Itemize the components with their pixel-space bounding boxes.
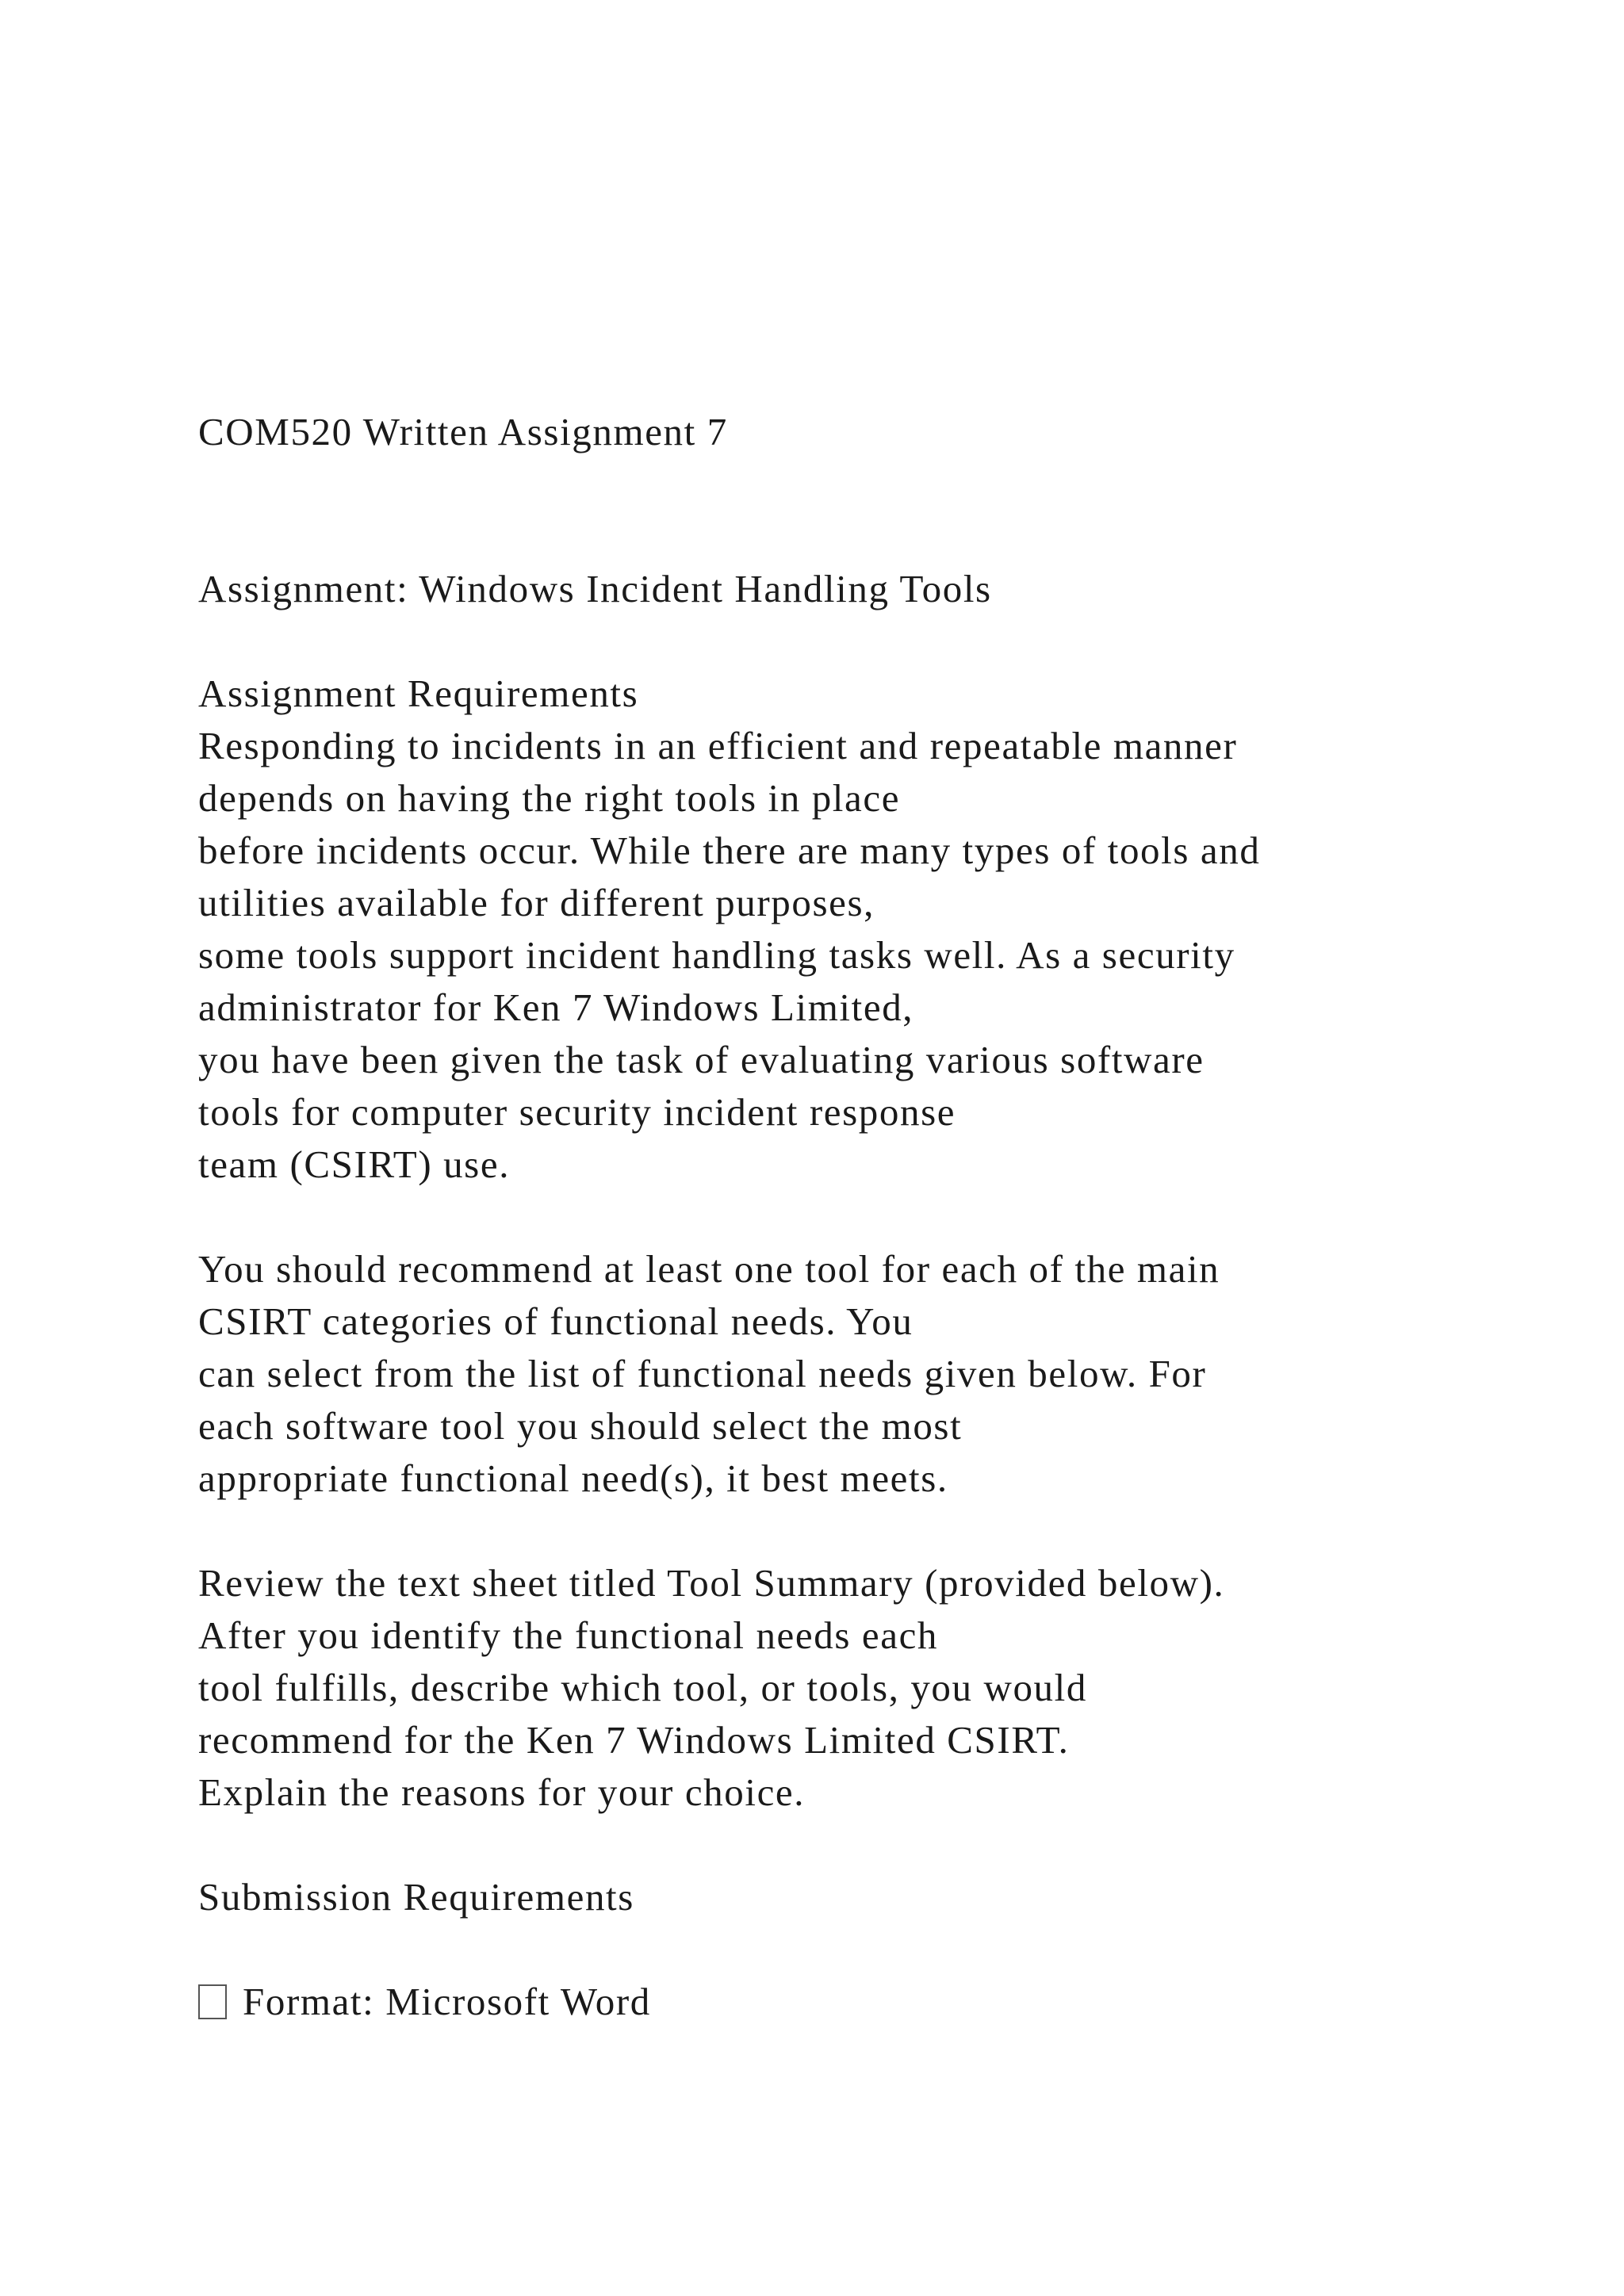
requirements-heading: Assignment Requirements	[198, 672, 639, 715]
paragraph-line: tools for computer security incident response	[198, 1090, 956, 1134]
paragraph-line: utilities available for different purposes,	[198, 881, 875, 924]
assignment-heading: Assignment: Windows Incident Handling Tools	[198, 567, 992, 610]
spacer	[198, 458, 1507, 563]
paragraph-line: administrator for Ken 7 Windows Limited,	[198, 985, 914, 1029]
paragraph-line: CSIRT categories of functional needs. You	[198, 1299, 914, 1343]
spacer	[198, 615, 1507, 668]
spacer	[198, 1923, 1507, 1976]
paragraph-3	[198, 1557, 1507, 1819]
paragraph-line: depends on having the right tools in place	[198, 776, 901, 820]
paragraph-line: can select from the list of functional needs given below. For	[198, 1352, 1207, 1395]
paragraph-line: recommend for the Ken 7 Windows Limited CSIRT.	[198, 1718, 1070, 1762]
paragraph-line: Explain the reasons for your choice.	[198, 1770, 806, 1814]
spacer	[198, 1191, 1507, 1243]
paragraph-line: each software tool you should select the most	[198, 1404, 963, 1448]
paragraph-line: You should recommend at least one tool for each of the main	[198, 1247, 1220, 1291]
paragraph-1	[198, 720, 1507, 1191]
bullet-item-label: Format: Microsoft Word	[243, 1980, 651, 2023]
paragraph-line: After you identify the functional needs each	[198, 1613, 939, 1657]
spacer	[198, 1819, 1507, 1871]
paragraph-line: you have been given the task of evaluating various software	[198, 1038, 1205, 1081]
document-body	[198, 406, 1507, 2028]
paragraph-line: Review the text sheet titled Tool Summary (provided below).	[198, 1561, 1225, 1605]
submission-heading: Submission Requirements	[198, 1875, 634, 1919]
paragraph-2	[198, 1243, 1507, 1505]
paragraph-line: Responding to incidents in an efficient and repeatable manner	[198, 724, 1238, 767]
document-title: COM520 Written Assignment 7	[198, 410, 728, 453]
paragraph-line: some tools support incident handling tasks well. As a security	[198, 933, 1235, 977]
paragraph-line: before incidents occur. While there are many types of tools and	[198, 828, 1261, 872]
missing-glyph-icon	[198, 1984, 227, 2019]
bullet-item-format	[198, 1976, 1507, 2028]
paragraph-line: team (CSIRT) use.	[198, 1142, 511, 1186]
spacer	[198, 1505, 1507, 1557]
paragraph-line: appropriate functional need(s), it best meets.	[198, 1456, 948, 1500]
paragraph-line: tool fulfills, describe which tool, or tools, you would	[198, 1666, 1087, 1709]
